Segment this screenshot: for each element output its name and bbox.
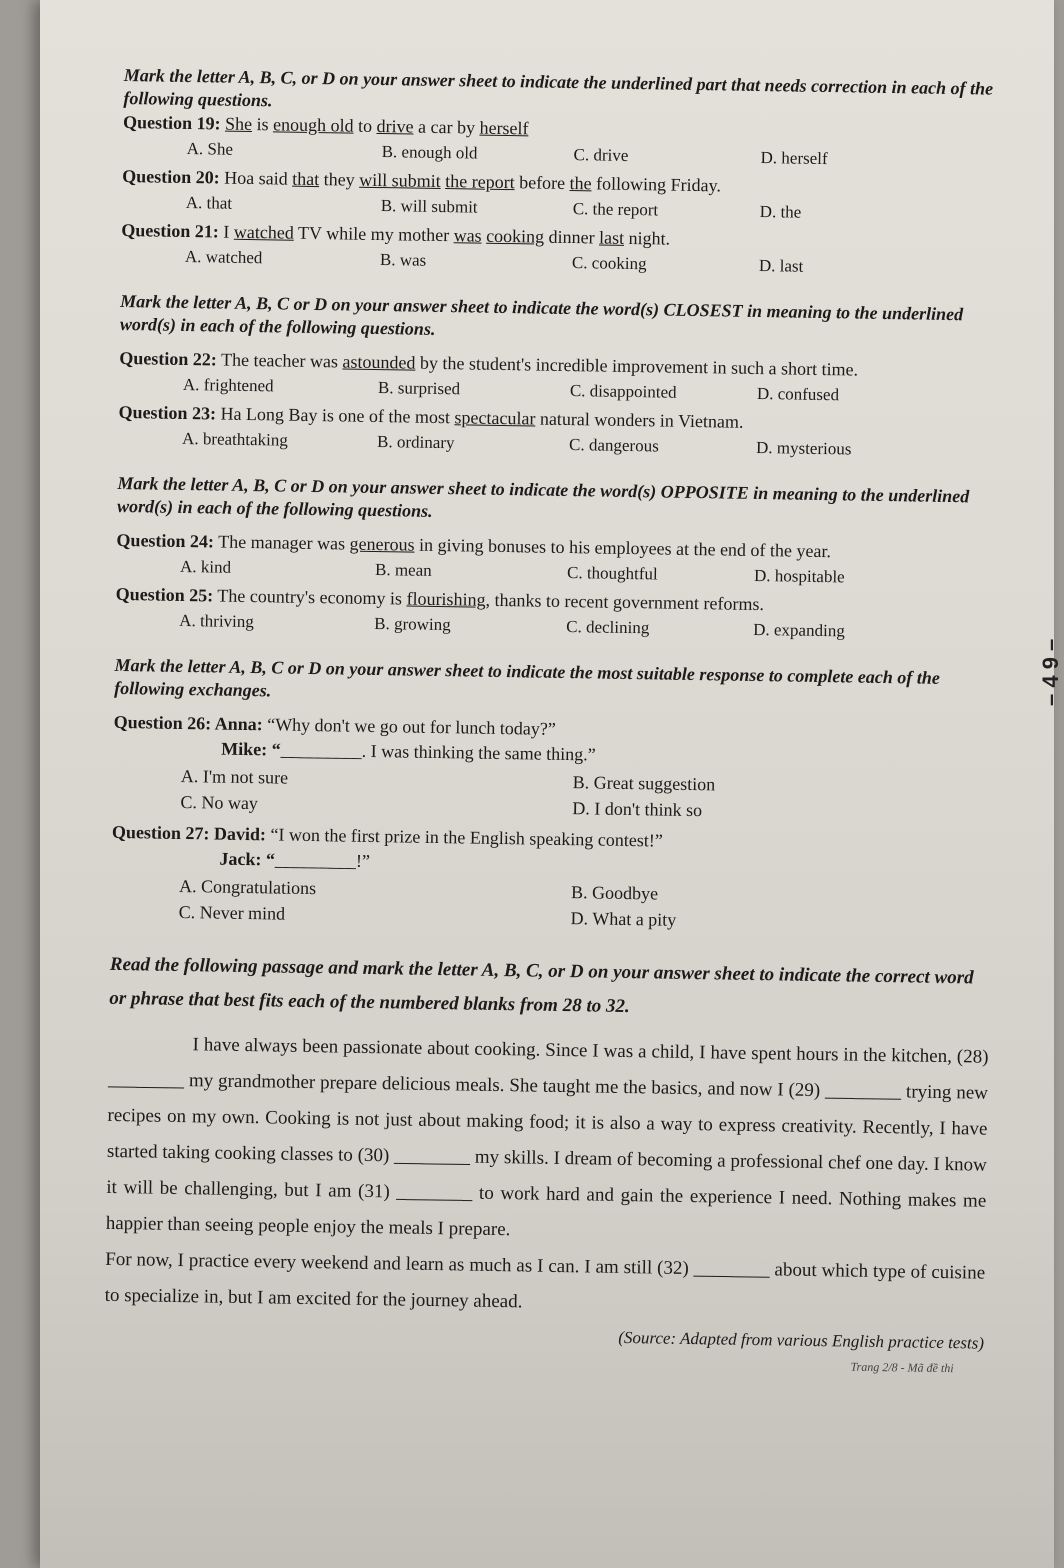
passage-text: my grandmother prepare delicious meals. She taught me the basics, and now I (29) [183, 1070, 826, 1102]
option-d[interactable]: D. last [758, 255, 804, 276]
side-page-number: – 4 9 – [1038, 638, 1063, 706]
underlined-part: the [569, 173, 592, 194]
answer-blank[interactable]: _________ [274, 849, 357, 871]
option-c[interactable]: C. No way [180, 791, 259, 814]
answer-blank[interactable]: _________ [280, 739, 362, 761]
passage-paragraph-1 [105, 1026, 988, 1256]
question-label: Question 25: [115, 583, 214, 606]
question-text: The teacher was [216, 349, 343, 372]
section-instruction-closest: Mark the letter A, B, C or D on your answer sheet to indicate the word(s) CLOSEST in meaning to the underlined word(s) in each of the following questions. [119, 290, 964, 339]
passage-text: For now, I practice every weekend and learn as much as I can. I am still (32) [105, 1248, 694, 1280]
option-b[interactable]: B. Goodbye [570, 882, 659, 904]
question-text: before [514, 172, 570, 194]
option-b[interactable]: B. ordinary [376, 432, 455, 453]
option-d[interactable]: D. What a pity [570, 908, 677, 930]
blank-28[interactable]: ________ [107, 1068, 185, 1092]
passage-text: trying new recipes on my own. Cooking is not just about making food; it is also a way to express creativity. Recently, I have started taking cooking classes to (30) [106, 1081, 989, 1167]
question-text: , thanks to recent government reforms. [485, 589, 765, 615]
option-d[interactable]: D. confused [756, 383, 840, 405]
option-b[interactable]: B. enough old [381, 142, 478, 163]
blank-32[interactable]: ________ [693, 1258, 770, 1281]
option-a[interactable]: A. breathtaking [181, 428, 289, 450]
page-footer: Trang 2/8 - Mã đề thi [850, 1359, 954, 1376]
speaker-label: Mike: “ [221, 738, 281, 760]
question-text: I [218, 221, 235, 242]
dialogue-line: . I was thinking the same thing.” [361, 740, 596, 765]
option-a[interactable]: A. Congratulations [178, 875, 317, 899]
question-label: Question 21: [121, 219, 220, 242]
underlined-part: last [598, 227, 625, 248]
underlined-part: enough old [272, 114, 354, 136]
question-label: Question 19: [122, 111, 221, 134]
passage-text: about which type of cuisine to specialize in, but I am excited for the journey ahead. [104, 1259, 986, 1313]
question-text: Hoa said [219, 167, 293, 189]
question-text: is [251, 114, 274, 135]
blank-30[interactable]: ________ [393, 1145, 471, 1168]
option-a[interactable]: A. watched [184, 246, 263, 268]
underlined-part: She [224, 113, 253, 135]
question-text: Ha Long Bay is one of the most [215, 403, 455, 428]
question-text: in giving bonuses to his employees at the end of the year. [414, 534, 832, 562]
question-text: TV while my mother [293, 222, 454, 246]
passage-text: I have always been passionate about cooking. Since I was a child, I have spent hours in the kitchen, (28) [192, 1034, 989, 1068]
underlined-part: cooking [486, 225, 545, 247]
option-c[interactable]: C. Never mind [178, 901, 286, 924]
section-instruction-error: Mark the letter A, B, C, or D on your answer sheet to indicate the underlined part that needs correction in each of the following questions. [123, 64, 994, 111]
option-d[interactable]: D. mysterious [755, 437, 852, 459]
question-text: The country's economy is [213, 585, 407, 609]
dialogue-line: “Why don't we go out for lunch today?” [262, 714, 556, 739]
option-d[interactable]: D. expanding [753, 619, 845, 641]
question-label: Question 26: Anna: [113, 711, 263, 735]
option-b[interactable]: B. surprised [377, 378, 461, 399]
underlined-part: flourishing [406, 588, 486, 610]
blank-31[interactable]: ________ [396, 1181, 473, 1204]
option-a[interactable]: A. thriving [179, 610, 255, 632]
option-c[interactable]: C. the report [572, 199, 659, 220]
section-instruction-passage: Read the following passage and mark the letter A, B, C, or D on your answer sheet to indicate the correct word or phrase that best fits each of the numbered blanks from 28 to 32. [109, 953, 974, 1018]
dialogue-line: !” [355, 850, 371, 871]
question-label: Question 20: [122, 165, 220, 188]
option-c[interactable]: C. thoughtful [566, 563, 658, 584]
exam-page [40, 0, 1063, 1568]
option-a[interactable]: A. kind [179, 556, 232, 577]
option-a[interactable]: A. She [186, 138, 234, 159]
option-c[interactable]: C. disappointed [569, 381, 677, 402]
question-label: Question 23: [118, 401, 217, 424]
underlined-part: generous [349, 533, 415, 555]
question-label: Question 22: [119, 347, 218, 370]
option-c[interactable]: C. drive [573, 145, 629, 165]
underlined-part: watched [233, 221, 295, 243]
option-b[interactable]: B. Great suggestion [572, 772, 716, 795]
section-instruction-exchanges: Mark the letter A, B, C or D on your answer sheet to indicate the most suitable response to complete each of the following exchanges. [114, 654, 940, 701]
dialogue-line: “I won the first prize in the English speaking contest!” [265, 824, 663, 851]
underlined-part: that [292, 168, 320, 190]
option-d[interactable]: D. hospitable [753, 565, 845, 587]
question-label: Question 27: David: [111, 821, 267, 845]
question-text: by the student's incredible improvement in such a short time. [415, 352, 859, 380]
option-d[interactable]: D. I don't think so [572, 798, 703, 821]
option-c[interactable]: C. dangerous [568, 435, 659, 456]
question-text: following Friday. [591, 173, 722, 196]
underlined-part: spectacular [454, 407, 536, 429]
underlined-part: astounded [342, 351, 416, 373]
underlined-part: drive [376, 115, 414, 137]
passage-text: my skills. I dream of becoming a professional chef one day. I know it will be challenging, but I am (31) [106, 1146, 987, 1203]
question-text: The manager was [213, 531, 350, 554]
options-26 [112, 762, 993, 828]
question-label: Question 24: [116, 529, 215, 552]
option-b[interactable]: B. was [379, 250, 427, 270]
option-b[interactable]: B. mean [374, 560, 432, 580]
underlined-part: the report [445, 171, 515, 193]
exam-content [104, 64, 1004, 1377]
question-text: a car by [413, 116, 480, 138]
underlined-part: was [453, 225, 482, 246]
section-instruction-opposite: Mark the letter A, B, C or D on your answer sheet to indicate the word(s) OPPOSITE in meaning to the underlined word(s) in each of the following questions. [116, 472, 970, 521]
option-b[interactable]: B. will submit [380, 196, 478, 217]
options-27 [110, 872, 991, 938]
question-text: they [319, 169, 360, 190]
source-note: (Source: Adapted from various English practice tests) [618, 1327, 985, 1353]
option-c[interactable]: C. cooking [571, 253, 647, 274]
question-text: dinner [543, 226, 600, 248]
option-b[interactable]: B. growing [374, 614, 451, 635]
blank-29[interactable]: ________ [824, 1080, 902, 1103]
question-text: night. [623, 227, 671, 249]
question-text: natural wonders in Vietnam. [535, 408, 744, 432]
underlined-part: herself [479, 117, 529, 139]
underlined-part: will submit [359, 169, 441, 191]
question-text: to [353, 115, 377, 136]
option-a[interactable]: A. that [185, 192, 233, 213]
option-d[interactable]: D. the [759, 202, 802, 222]
option-c[interactable]: C. declining [566, 617, 650, 638]
speaker-label: Jack: “ [219, 848, 276, 870]
passage-text: to work hard and gain the experience I need. Nothing makes me happier than seeing people enjoy the meals I prepare. [105, 1182, 987, 1241]
passage-paragraph-2 [104, 1242, 985, 1328]
option-d[interactable]: D. herself [760, 148, 828, 169]
option-a[interactable]: A. frightened [182, 374, 274, 396]
option-a[interactable]: A. I'm not sure [180, 765, 289, 788]
